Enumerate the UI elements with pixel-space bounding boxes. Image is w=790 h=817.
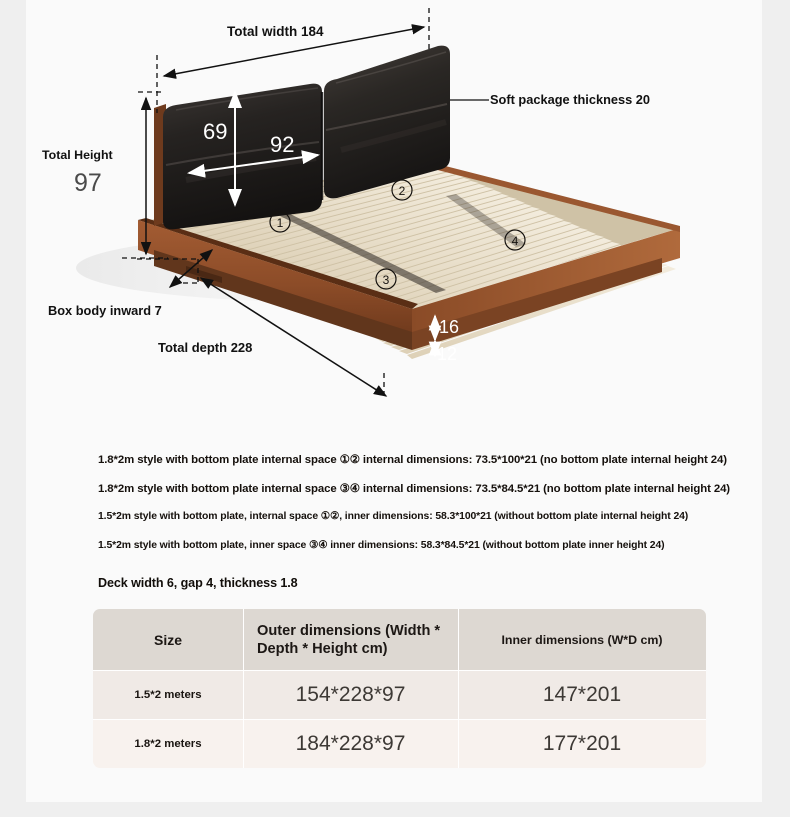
table-header-row [93, 609, 706, 670]
spec-line: 1.8*2m style with bottom plate internal space ③④ internal dimensions: 73.5*84.5*21 (no bottom plate internal height 24) [98, 482, 730, 495]
label-headboard-height: 69 [203, 119, 228, 144]
cell-outer: 184*228*97 [243, 719, 458, 768]
cell-size: 1.8*2 meters [134, 737, 202, 750]
cell-inner: 177*201 [458, 719, 706, 768]
table-header-outer: Outer dimensions (Width * Depth * Height cm) [243, 609, 458, 670]
deck-note: Deck width 6, gap 4, thickness 1.8 [98, 576, 298, 590]
label-total-depth: Total depth 228 [158, 340, 253, 355]
svg-text:3: 3 [382, 273, 390, 287]
headboard-cushion-left [163, 84, 322, 230]
label-soft-package: Soft package thickness 20 [490, 92, 651, 107]
label-frame-lower: 12 [437, 344, 458, 364]
table-row [93, 719, 706, 768]
svg-text:1: 1 [276, 216, 284, 230]
label-frame-upper: 16 [439, 317, 460, 337]
label-headboard-panel-width: 92 [270, 132, 295, 157]
spec-line: 1.5*2m style with bottom plate, internal space ①②, inner dimensions: 58.3*100*21 (without bottom plate internal height 24) [98, 511, 689, 522]
bed-dimension-diagram [26, 0, 762, 430]
table-row [93, 670, 706, 719]
content-sheet [26, 0, 762, 802]
spec-text-block [98, 446, 748, 592]
svg-text:2: 2 [398, 184, 406, 198]
spec-line: 1.5*2m style with bottom plate, inner space ③④ inner dimensions: 58.3*84.5*21 (without bottom plate inner height 24) [98, 539, 665, 551]
label-total-height: Total Height [42, 148, 113, 162]
table-header-size: Size [153, 631, 182, 648]
cell-size: 1.5*2 meters [134, 688, 202, 701]
cell-outer: 154*228*97 [243, 670, 458, 719]
label-total-width: Total width 184 [227, 24, 324, 39]
label-total-height-value: 97 [74, 169, 102, 197]
label-box-inward: Box body inward 7 [48, 303, 162, 318]
spec-line: 1.8*2m style with bottom plate internal space ①② internal dimensions: 73.5*100*21 (no bottom plate internal height 24) [98, 454, 727, 466]
svg-text:4: 4 [511, 234, 519, 248]
cell-inner: 147*201 [458, 670, 706, 719]
dimensions-table [93, 609, 706, 768]
table-header-inner: Inner dimensions (W*D cm) [458, 609, 706, 670]
